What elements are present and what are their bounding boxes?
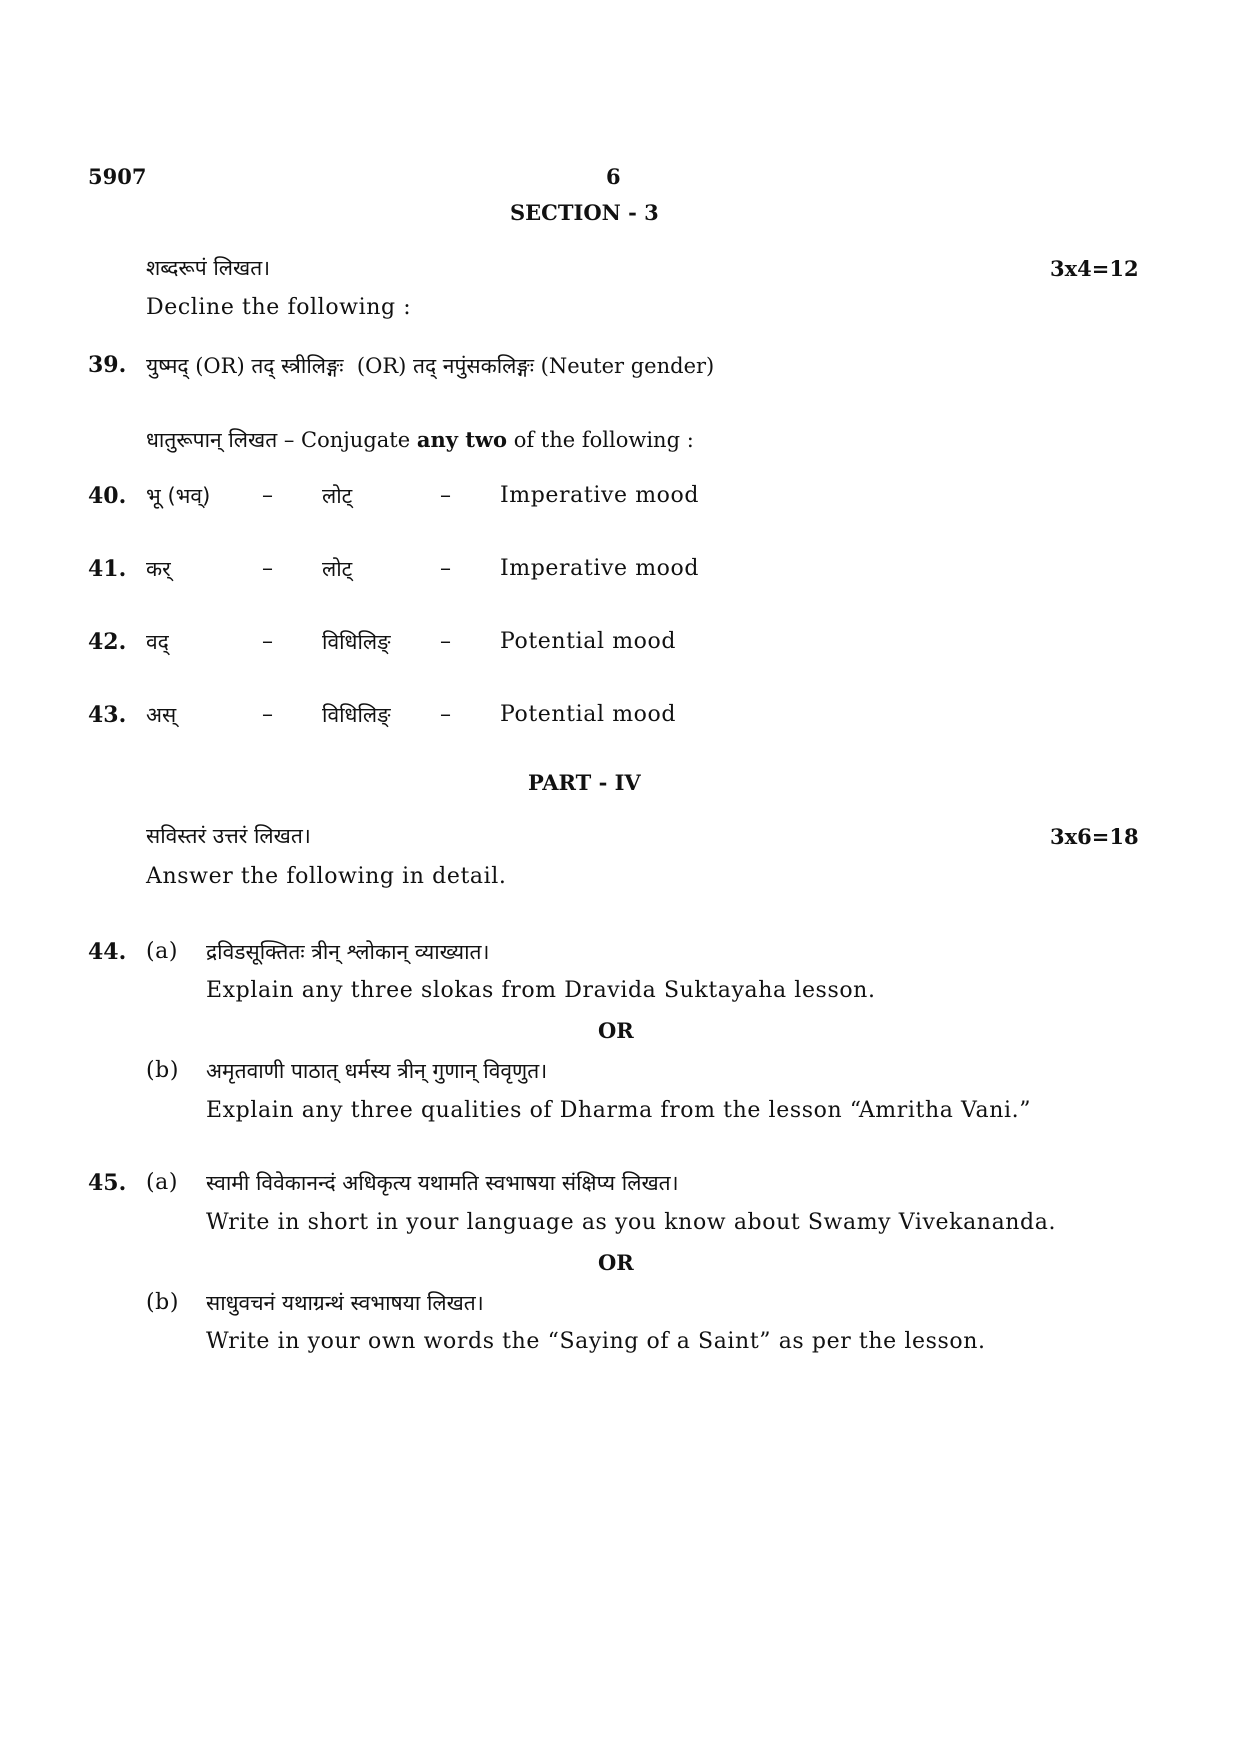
question-39-number: 39. xyxy=(88,352,127,378)
question-44-number: 44. xyxy=(88,939,127,965)
question-41-dash-1: – xyxy=(262,556,274,581)
dhaturupa-post: of the following : xyxy=(513,428,694,452)
q39-word-2: तद् स्त्रीलिङ्गः xyxy=(251,354,344,378)
question-43-dash-1: – xyxy=(262,702,274,727)
question-41-mood: Imperative mood xyxy=(500,556,700,581)
question-42-mood: Potential mood xyxy=(500,629,677,654)
question-41-dash-2: – xyxy=(440,556,452,581)
q39-word-3: तद् नपुंसकलिङ्गः xyxy=(413,354,534,378)
question-42-dash-2: – xyxy=(440,629,452,654)
question-43-dash-2: – xyxy=(440,702,452,727)
question-42-dash-1: – xyxy=(262,629,274,654)
question-45b-label: (b) xyxy=(146,1290,180,1315)
question-45a-english: Write in short in your language as you know about Swamy Vivekananda. xyxy=(206,1210,1057,1235)
question-44a-english: Explain any three slokas from Dravida Suktayaha lesson. xyxy=(206,978,876,1003)
question-44b-label: (b) xyxy=(146,1058,180,1083)
question-45-or: OR xyxy=(598,1250,634,1275)
question-42-root: वद् xyxy=(146,630,169,654)
q39-note: (Neuter gender) xyxy=(540,354,715,378)
section-title: SECTION - 3 xyxy=(510,200,659,225)
q39-or-2: (OR) xyxy=(356,354,407,378)
question-43-mood: Potential mood xyxy=(500,702,677,727)
question-40-root: भू (भव्) xyxy=(146,484,211,508)
question-40-mood: Imperative mood xyxy=(500,483,700,508)
paper-code: 5907 xyxy=(88,164,147,189)
question-43-number: 43. xyxy=(88,702,127,728)
question-44a-label: (a) xyxy=(146,939,179,964)
question-45a-label: (a) xyxy=(146,1170,179,1195)
dhaturupa-sanskrit: धातुरूपान् लिखत xyxy=(146,428,278,452)
decline-instruction: Decline the following : xyxy=(146,295,412,320)
question-39-text xyxy=(146,352,714,380)
shabdarupa-instruction: शब्दरूपं लिखत। xyxy=(146,256,271,280)
question-41-root: कर् xyxy=(146,557,171,581)
question-41-lakara: लोट् xyxy=(322,557,353,581)
question-41-number: 41. xyxy=(88,556,127,582)
part-4-marks: 3x6=18 xyxy=(1050,824,1139,849)
dhaturupa-bold: any two xyxy=(416,427,508,452)
question-44b-english: Explain any three qualities of Dharma from the lesson “Amritha Vani.” xyxy=(206,1098,1032,1123)
part-4-instruction-sanskrit: सविस्तरं उत्तरं लिखत। xyxy=(146,824,311,848)
question-45a-sanskrit: स्वामी विवेकानन्दं अधिकृत्य यथामति स्वभाषया संक्षिप्य लिखत। xyxy=(206,1171,679,1195)
part-4-title: PART - IV xyxy=(528,770,641,795)
q39-word-1: युष्मद् xyxy=(146,354,189,378)
question-45b-english: Write in your own words the “Saying of a Saint” as per the lesson. xyxy=(206,1329,986,1354)
page-number: 6 xyxy=(606,164,621,189)
dhaturupa-pre: Conjugate xyxy=(301,428,411,452)
question-44-or: OR xyxy=(598,1018,634,1043)
part-4-instruction-english: Answer the following in detail. xyxy=(146,864,507,889)
section3-marks: 3x4=12 xyxy=(1050,256,1139,281)
question-44a-sanskrit: द्रविडसूक्तितः त्रीन् श्लोकान् व्याख्यात। xyxy=(206,940,490,964)
question-40-dash-2: – xyxy=(440,483,452,508)
dhaturupa-instruction xyxy=(146,426,694,454)
question-45-number: 45. xyxy=(88,1170,127,1196)
question-40-number: 40. xyxy=(88,483,127,509)
question-43-lakara: विधिलिङ् xyxy=(322,703,391,727)
question-44b-sanskrit: अमृतवाणी पाठात् धर्मस्य त्रीन् गुणान् विवृणुत। xyxy=(206,1059,548,1083)
question-45b-sanskrit: साधुवचनं यथाग्रन्थं स्वभाषया लिखत। xyxy=(206,1291,484,1315)
question-40-lakara: लोट् xyxy=(322,484,353,508)
dhaturupa-dash: – xyxy=(283,428,295,452)
question-42-number: 42. xyxy=(88,629,127,655)
question-43-root: अस् xyxy=(146,703,177,727)
q39-or-1: (OR) xyxy=(195,354,245,378)
question-40-dash-1: – xyxy=(262,483,274,508)
question-42-lakara: विधिलिङ् xyxy=(322,630,391,654)
